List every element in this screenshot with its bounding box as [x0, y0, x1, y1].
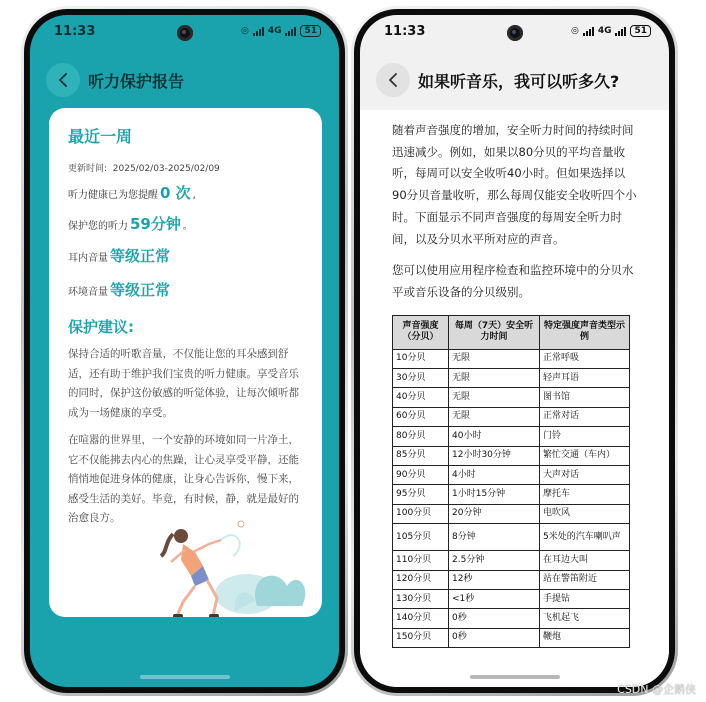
env-volume-value: 等级正常 — [110, 281, 171, 299]
cell-intensity: 120分贝 — [393, 570, 449, 589]
column-header-example: 特定强度声音类型示例 — [540, 315, 630, 349]
cell-intensity: 60分贝 — [393, 407, 449, 426]
watermark: CSDN @企鹅侠 — [617, 683, 696, 696]
phone-bezel — [24, 9, 345, 693]
advice-paragraph-2: 在喧嚣的世界里，一个安静的环境如同一片净土，它不仅能拂去内心的焦躁，让心灵享受平静，还能悄悄地促进身体的健康，让身心告诉你，慢下来，感受生活的美好。毕竟，有时候，静，就是最好的治愈良方。 — [68, 434, 299, 524]
network-type: 4G — [267, 26, 282, 36]
safe-listening-table — [392, 315, 630, 648]
cell-example: 大声对话 — [540, 465, 630, 484]
cell-example: 5米处的汽车喇叭声 — [540, 524, 630, 551]
phone-bezel — [354, 9, 675, 693]
cell-example: 飞机起飞 — [540, 609, 630, 628]
home-indicator[interactable] — [140, 675, 230, 679]
table-row — [393, 551, 630, 570]
cell-example: 电吹风 — [540, 504, 630, 523]
cell-safe-time: 4小时 — [449, 465, 540, 484]
update-value: 2025/02/03-2025/02/09 — [112, 164, 220, 174]
cell-safe-time: 2.5分钟 — [449, 551, 540, 570]
ear-volume-line — [68, 245, 304, 266]
back-button[interactable] — [46, 63, 80, 97]
cell-intensity: 40分贝 — [393, 388, 449, 407]
cell-example: 在耳边大叫 — [540, 551, 630, 570]
table-row — [393, 446, 630, 465]
article-paragraph-2: 您可以使用应用程序检查和监控环境中的分贝水平或音乐设备的分贝级别。 — [392, 263, 634, 299]
protect-value: 59分钟 — [130, 215, 181, 233]
reminder-suffix: , — [192, 190, 196, 201]
cell-safe-time: <1秒 — [449, 589, 540, 608]
column-header-intensity: 声音强度（分贝） — [393, 315, 449, 349]
cell-intensity: 105分贝 — [393, 524, 449, 551]
back-button[interactable] — [376, 63, 410, 97]
cell-intensity: 30分贝 — [393, 369, 449, 388]
status-icons — [571, 25, 651, 37]
page-title: 听力保护报告 — [88, 71, 185, 91]
table-row — [393, 427, 630, 446]
cell-example: 手提钻 — [540, 589, 630, 608]
cell-safe-time: 12小时30分钟 — [449, 446, 540, 465]
chevron-left-icon — [387, 73, 399, 87]
cell-example: 轻声耳语 — [540, 369, 630, 388]
reminder-label: 听力健康已为您提醒 — [68, 190, 158, 201]
table-row — [393, 388, 630, 407]
table-row — [393, 485, 630, 504]
signal-icon — [253, 27, 264, 36]
env-volume-line — [68, 279, 304, 300]
hotspot-icon: ◎ — [570, 26, 579, 36]
battery-icon: 51 — [300, 25, 321, 37]
cell-safe-time: 无限 — [449, 388, 540, 407]
table-body — [393, 349, 630, 647]
cell-intensity: 130分贝 — [393, 589, 449, 608]
front-camera — [507, 25, 523, 41]
table-row — [393, 570, 630, 589]
phone-right — [351, 6, 678, 696]
update-label: 更新时间: — [68, 164, 108, 174]
cell-example: 繁忙交通（车内） — [540, 446, 630, 465]
cell-safe-time: 8分钟 — [449, 524, 540, 551]
table-row — [393, 628, 630, 647]
cell-safe-time: 40小时 — [449, 427, 540, 446]
cell-example: 鞭炮 — [540, 628, 630, 647]
cell-example: 图书馆 — [540, 388, 630, 407]
protect-line — [68, 213, 304, 234]
update-time — [68, 161, 304, 174]
cell-example: 正常呼吸 — [540, 349, 630, 368]
listening-time-screen — [360, 15, 669, 687]
env-volume-label: 环境音量 — [68, 287, 108, 298]
status-time: 11:33 — [54, 23, 96, 39]
protect-suffix: 。 — [182, 221, 193, 232]
table-row — [393, 407, 630, 426]
advice-title: 保护建议: — [68, 318, 134, 336]
cell-intensity: 95分贝 — [393, 485, 449, 504]
hearing-report-screen — [30, 15, 339, 687]
signal-icon-2 — [285, 27, 296, 36]
cell-example: 正常对话 — [540, 407, 630, 426]
cell-safe-time: 无限 — [449, 349, 540, 368]
ear-volume-value: 等级正常 — [110, 247, 171, 265]
cell-safe-time: 0秒 — [449, 628, 540, 647]
cell-safe-time: 无限 — [449, 369, 540, 388]
status-time: 11:33 — [384, 23, 426, 39]
battery-icon: 51 — [630, 25, 651, 37]
reminder-count: 0 次 — [160, 184, 191, 202]
cell-intensity: 80分贝 — [393, 427, 449, 446]
cell-intensity: 110分贝 — [393, 551, 449, 570]
report-card — [49, 108, 322, 617]
table-row — [393, 369, 630, 388]
cell-example: 门铃 — [540, 427, 630, 446]
cell-intensity: 140分贝 — [393, 609, 449, 628]
home-indicator[interactable] — [470, 675, 560, 679]
table-row — [393, 349, 630, 368]
hotspot-icon: ◎ — [240, 26, 249, 36]
table-header-row — [393, 315, 630, 349]
table-row — [393, 589, 630, 608]
article-content[interactable] — [360, 110, 669, 687]
chevron-left-icon — [57, 73, 69, 87]
column-header-safe-time: 每周（7天）安全听力时间 — [449, 315, 540, 349]
cell-safe-time: 0秒 — [449, 609, 540, 628]
advice-paragraph-1: 保持合适的听歌音量，不仅能让您的耳朵感到舒适，还有助于维护我们宝贵的听力健康。享受音乐的同时，保护这份敏感的听觉体验，让每次倾听都成为一场健康的享受。 — [68, 348, 299, 419]
phone-left — [21, 6, 348, 696]
reminder-line — [68, 182, 304, 203]
table-row — [393, 524, 630, 551]
runner-illustration — [137, 516, 317, 617]
status-icons — [241, 25, 321, 37]
table-row — [393, 465, 630, 484]
signal-icon — [583, 27, 594, 36]
ear-volume-label: 耳内音量 — [68, 253, 108, 264]
cell-safe-time: 12秒 — [449, 570, 540, 589]
front-camera — [177, 25, 193, 41]
card-title: 最近一周 — [68, 127, 133, 146]
cell-intensity: 100分贝 — [393, 504, 449, 523]
cell-intensity: 10分贝 — [393, 349, 449, 368]
cell-safe-time: 1小时15分钟 — [449, 485, 540, 504]
network-type: 4G — [597, 26, 612, 36]
protect-label: 保护您的听力 — [68, 221, 128, 232]
cell-example: 摩托车 — [540, 485, 630, 504]
signal-icon-2 — [615, 27, 626, 36]
page-title: 如果听音乐，我可以听多久? — [418, 71, 620, 91]
header-bar — [46, 63, 327, 97]
cell-intensity: 85分贝 — [393, 446, 449, 465]
article-paragraph-1: 随着声音强度的增加，安全听力时间的持续时间迅速减少。例如，如果以80分贝的平均音量收听，每周可以安全收听40小时。但如果选择以90分贝音量收听，那么每周仅能安全收听四个小时。下面显示不同声音强度的每周安全听力时间，以及分贝水平所对应的声音。 — [392, 123, 637, 246]
table-row — [393, 504, 630, 523]
cell-intensity: 150分贝 — [393, 628, 449, 647]
cell-safe-time: 20分钟 — [449, 504, 540, 523]
cell-intensity: 90分贝 — [393, 465, 449, 484]
cell-safe-time: 无限 — [449, 407, 540, 426]
cell-example: 站在警笛附近 — [540, 570, 630, 589]
table-row — [393, 609, 630, 628]
header-bar — [376, 63, 657, 97]
